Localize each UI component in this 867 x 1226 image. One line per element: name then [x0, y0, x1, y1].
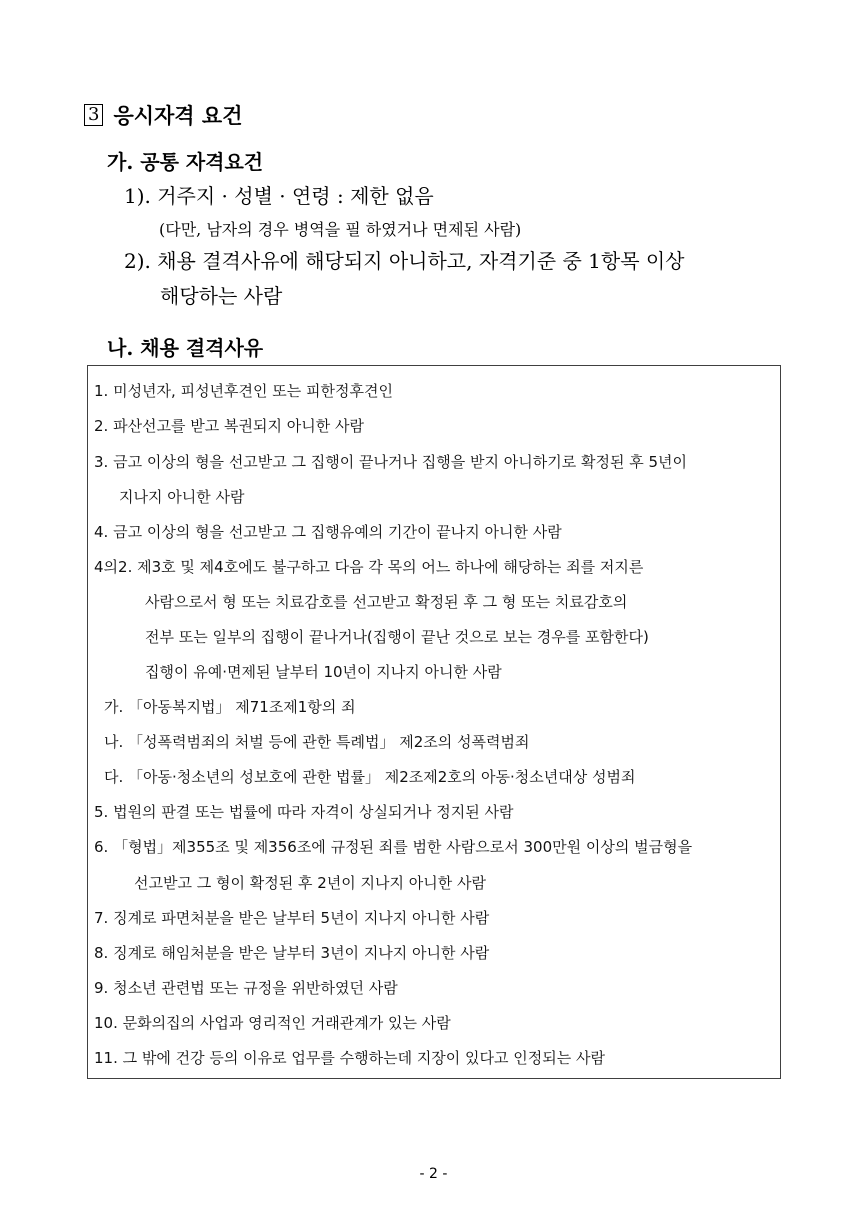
disq-line: 10. 문화의집의 사업과 영리적인 거래관계가 있는 사람: [94, 1014, 451, 1032]
disqualification-box: [87, 365, 781, 1079]
common-item-1-note: (다만, 남자의 경우 병역을 필 하였거나 면제된 사람): [159, 220, 522, 239]
disq-line: 9. 청소년 관련법 또는 규정을 위반하였던 사람: [94, 979, 398, 997]
disq-line: 2. 파산선고를 받고 복권되지 아니한 사람: [94, 417, 364, 435]
disq-line: 7. 징계로 파면처분을 받은 날부터 5년이 지나지 아니한 사람: [94, 909, 490, 927]
disq-line: 1. 미성년자, 피성년후견인 또는 피한정후견인: [94, 382, 393, 400]
disq-line: 나. 「성폭력범죄의 처벌 등에 관한 특례법」 제2조의 성폭력범죄: [104, 733, 530, 751]
disq-line: 4. 금고 이상의 형을 선고받고 그 집행유예의 기간이 끝나지 아니한 사람: [94, 523, 562, 541]
disq-line: 선고받고 그 형이 확정된 후 2년이 지나지 아니한 사람: [134, 874, 486, 892]
section-number-box: 3: [84, 104, 103, 126]
common-item-2-line1: 2). 채용 결격사유에 해당되지 아니하고, 자격기준 중 1항목 이상: [124, 249, 685, 273]
disq-line: 다. 「아동·청소년의 성보호에 관한 법률」 제2조제2호의 아동·청소년대상 성범죄: [104, 768, 636, 786]
disq-line: 사람으로서 형 또는 치료감호를 선고받고 확정된 후 그 형 또는 치료감호의: [145, 593, 628, 611]
disq-line: 8. 징계로 해임처분을 받은 날부터 3년이 지나지 아니한 사람: [94, 944, 490, 962]
disq-line: 가. 「아동복지법」 제71조제1항의 죄: [104, 698, 356, 716]
page-number: - 2 -: [419, 1166, 448, 1182]
disq-line: 전부 또는 일부의 집행이 끝나거나(집행이 끝난 것으로 보는 경우를 포함한다): [145, 628, 649, 646]
common-item-2-line2: 해당하는 사람: [160, 284, 283, 308]
disq-line: 5. 법원의 판결 또는 법률에 따라 자격이 상실되거나 정지된 사람: [94, 803, 514, 821]
section-heading: [84, 100, 242, 130]
disq-line: 4의2. 제3호 및 제4호에도 불구하고 다음 각 목의 어느 하나에 해당하는 죄를 저지른: [94, 558, 644, 576]
common-requirements-title: 가. 공통 자격요건: [107, 150, 264, 174]
disq-line: 지나지 아니한 사람: [119, 488, 245, 506]
disqualification-title: 나. 채용 결격사유: [107, 336, 264, 360]
disq-line: 3. 금고 이상의 형을 선고받고 그 집행이 끝나거나 집행을 받지 아니하기로 확정된 후 5년이: [94, 453, 687, 471]
disq-line: 11. 그 밖에 건강 등의 이유로 업무를 수행하는데 지장이 있다고 인정되는 사람: [94, 1049, 606, 1067]
common-item-1: 1). 거주지 · 성별 · 연령 : 제한 없음: [124, 184, 434, 208]
disq-line: 집행이 유예·면제된 날부터 10년이 지나지 아니한 사람: [145, 663, 502, 681]
section-title: 응시자격 요건: [113, 103, 243, 128]
disq-line: 6. 「형법」제355조 및 제356조에 규정된 죄를 범한 사람으로서 300만원 이상의 벌금형을: [94, 838, 693, 856]
